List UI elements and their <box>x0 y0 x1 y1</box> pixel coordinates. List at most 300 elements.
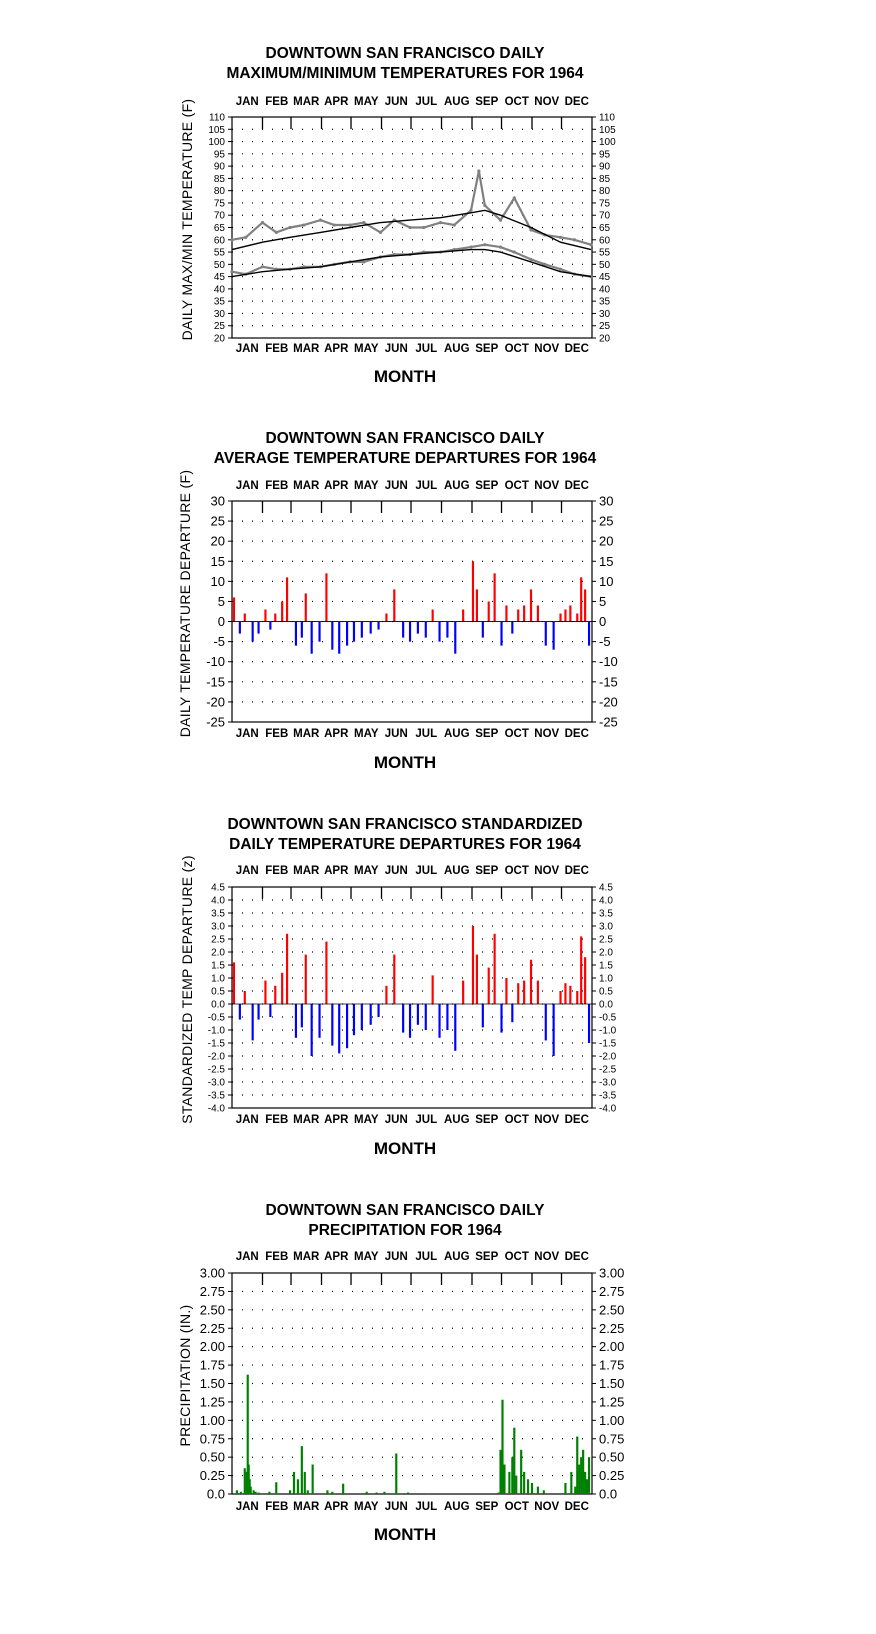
data-bar <box>395 1453 397 1494</box>
y-tick-label: 20 <box>213 333 225 345</box>
data-bar <box>586 1479 588 1494</box>
y-tick-label-right: 80 <box>599 186 611 198</box>
y-tick-label: -3.0 <box>207 1077 225 1089</box>
data-bar <box>569 986 571 1004</box>
y-tick-label-right: 30 <box>599 493 614 509</box>
y-tick-label: 0.5 <box>211 986 225 998</box>
data-bar <box>543 1490 545 1494</box>
month-label-top: OCT <box>504 480 529 492</box>
data-bar <box>494 573 496 621</box>
data-bar <box>311 1004 313 1056</box>
data-bar <box>569 605 571 621</box>
data-bar <box>582 1450 584 1494</box>
y-tick-label: 0.25 <box>199 1468 225 1484</box>
y-tick-label-right: 0.0 <box>599 999 613 1011</box>
month-label-top: MAY <box>354 480 379 492</box>
month-label-bottom: MAY <box>354 1114 379 1126</box>
data-bar <box>476 589 478 621</box>
data-point <box>362 260 365 263</box>
data-bar <box>531 1483 533 1494</box>
data-bar <box>311 622 313 654</box>
month-label-top: MAR <box>293 96 320 108</box>
y-tick-label: 30 <box>213 308 225 320</box>
y-tick-label-right: 1.5 <box>599 960 613 972</box>
y-tick-label: 30 <box>210 493 225 509</box>
y-tick-label-right: -25 <box>599 714 618 730</box>
y-tick-label: 5 <box>217 593 225 609</box>
data-bar <box>264 609 266 621</box>
month-label-top: MAR <box>293 480 320 492</box>
y-tick-label-right: -5 <box>599 634 611 650</box>
data-bar <box>325 942 327 1004</box>
month-label-bottom: AUG <box>443 1114 470 1126</box>
month-label-bottom: MAY <box>354 728 379 740</box>
month-label-top: JUN <box>384 480 408 492</box>
data-bar <box>517 983 519 1004</box>
data-bar <box>325 573 327 621</box>
y-tick-label-right: -3.0 <box>599 1077 617 1089</box>
data-point <box>422 226 425 229</box>
data-point <box>379 231 382 234</box>
month-label-bottom: MAY <box>354 1501 379 1513</box>
data-bar <box>472 926 474 1004</box>
y-tick-label-right: -2.0 <box>599 1051 617 1063</box>
y-tick-label-right: 65 <box>599 223 611 234</box>
y-axis-label: DAILY TEMPERATURE DEPARTURE (F) <box>177 469 193 738</box>
data-bar <box>501 1400 503 1494</box>
y-tick-label: 65 <box>213 223 225 234</box>
data-bar <box>295 1004 297 1038</box>
data-bar <box>346 622 348 646</box>
data-bar <box>353 622 355 642</box>
y-tick-label: 1.75 <box>199 1357 225 1373</box>
y-tick-label: 2.75 <box>199 1283 225 1299</box>
y-tick-label: -15 <box>206 674 225 690</box>
data-point <box>362 221 365 224</box>
data-bar <box>488 968 490 1004</box>
y-tick-label-right: 1.50 <box>599 1376 625 1391</box>
y-tick-label-right: 3.5 <box>599 908 613 920</box>
data-point <box>439 221 442 224</box>
data-bar <box>244 614 246 622</box>
data-bar <box>476 955 478 1004</box>
data-bar <box>318 622 320 642</box>
data-bar <box>240 1492 242 1494</box>
month-label-top: APR <box>324 480 349 492</box>
data-bar <box>580 1457 582 1494</box>
month-label-bottom: JUN <box>384 728 408 740</box>
data-bar <box>409 622 411 642</box>
month-label-top: DEC <box>564 96 589 108</box>
data-point <box>288 226 291 229</box>
month-label-bottom: NOV <box>534 343 560 355</box>
month-label-bottom: JUL <box>415 728 438 740</box>
month-label-top: SEP <box>475 865 499 877</box>
y-tick-label-right: 15 <box>599 553 614 569</box>
data-bar <box>353 1004 355 1035</box>
month-label-top: OCT <box>504 96 529 108</box>
data-point <box>261 221 264 224</box>
data-bar <box>530 589 532 621</box>
data-bar <box>312 1465 314 1494</box>
data-bar <box>257 1004 259 1020</box>
data-bar <box>425 622 427 638</box>
month-label-top: MAY <box>354 1251 379 1263</box>
data-bar <box>564 609 566 621</box>
y-tick-label: 100 <box>208 137 225 149</box>
data-bar <box>305 593 307 621</box>
y-tick-label: 25 <box>213 321 225 333</box>
y-tick-label-right: 5 <box>599 593 607 609</box>
data-bar <box>497 1493 499 1494</box>
data-bar <box>293 1472 295 1494</box>
data-bar <box>318 1004 320 1038</box>
x-axis-label: MONTH <box>373 1525 437 1544</box>
data-bar <box>402 622 404 638</box>
chart-2 <box>177 430 618 772</box>
data-bar <box>252 1004 254 1040</box>
month-label-bottom: NOV <box>534 1114 560 1126</box>
data-bar <box>331 1004 333 1046</box>
data-bar <box>286 577 288 621</box>
data-point <box>469 209 472 212</box>
y-tick-label: -2.0 <box>207 1051 225 1063</box>
month-label-bottom: OCT <box>504 1501 529 1513</box>
data-bar <box>472 561 474 621</box>
chart-title-line: PRECIPITATION FOR 1964 <box>308 1222 502 1239</box>
data-point <box>261 265 264 268</box>
data-bar <box>584 1472 586 1494</box>
data-bar <box>499 1450 501 1494</box>
data-bar <box>274 614 276 622</box>
data-bar <box>289 1490 291 1494</box>
data-bar <box>385 614 387 622</box>
y-tick-label-right: 0.5 <box>599 986 613 998</box>
data-bar <box>338 622 340 654</box>
data-bar <box>239 622 241 634</box>
y-tick-label-right: -3.5 <box>599 1090 617 1102</box>
y-tick-label-right: 105 <box>599 124 616 136</box>
month-label-bottom: NOV <box>534 728 560 740</box>
data-bar <box>331 622 333 650</box>
chart-title-line: DAILY TEMPERATURE DEPARTURES FOR 1964 <box>229 836 581 853</box>
y-tick-label-right: 2.75 <box>599 1283 625 1299</box>
data-bar <box>385 986 387 1004</box>
y-tick-label-right: -2.5 <box>599 1064 617 1076</box>
y-tick-label-right: 40 <box>599 284 611 296</box>
data-bar <box>511 1004 513 1022</box>
month-label-bottom: JUL <box>415 1501 438 1513</box>
data-bar <box>236 1490 238 1494</box>
y-tick-label: 3.0 <box>211 921 225 933</box>
data-bar <box>537 605 539 621</box>
y-tick-label-right: 50 <box>599 259 611 271</box>
month-label-bottom: DEC <box>564 728 589 740</box>
data-bar <box>515 1476 517 1494</box>
data-point <box>244 236 247 239</box>
y-tick-label-right: 0.50 <box>599 1449 625 1465</box>
data-bar <box>517 609 519 621</box>
month-label-bottom: FEB <box>265 1114 289 1126</box>
data-point <box>408 226 411 229</box>
y-tick-label-right: 25 <box>599 321 611 333</box>
data-bar <box>432 975 434 1004</box>
y-tick-label: -10 <box>206 654 225 670</box>
month-label-bottom: JAN <box>235 1114 259 1126</box>
y-tick-label-right: 0.25 <box>599 1468 625 1484</box>
y-tick-label: -4.0 <box>207 1103 225 1115</box>
month-label-bottom: FEB <box>265 343 289 355</box>
y-tick-label-right: 45 <box>599 272 611 284</box>
month-label-top: JAN <box>235 96 259 108</box>
y-tick-label: -2.5 <box>207 1064 225 1076</box>
data-point <box>499 219 502 222</box>
month-label-top: OCT <box>504 865 529 877</box>
data-bar <box>370 1004 372 1025</box>
month-label-bottom: DEC <box>564 343 589 355</box>
data-bar <box>376 1493 378 1494</box>
data-point <box>513 250 516 253</box>
month-label-top: FEB <box>265 480 289 492</box>
data-bar <box>275 1482 277 1494</box>
y-tick-label-right: 20 <box>599 333 611 345</box>
data-bar <box>576 1437 578 1494</box>
month-label-bottom: JUL <box>415 1114 438 1126</box>
data-bar <box>580 936 582 1004</box>
data-bar <box>545 1004 547 1040</box>
data-bar <box>393 955 395 1004</box>
y-tick-label: -1.5 <box>207 1038 225 1050</box>
month-label-bottom: AUG <box>443 728 470 740</box>
data-point <box>477 169 480 172</box>
data-point <box>483 243 486 246</box>
y-tick-label-right: 95 <box>599 149 611 161</box>
data-bar <box>488 601 490 621</box>
data-bar <box>281 601 283 621</box>
data-point <box>333 223 336 226</box>
data-bar <box>576 991 578 1004</box>
data-point <box>499 246 502 249</box>
y-tick-label: 55 <box>213 247 225 259</box>
month-label-bottom: APR <box>324 728 349 740</box>
data-bar <box>530 960 532 1004</box>
y-tick-label: 1.25 <box>199 1394 225 1410</box>
data-bar <box>257 1493 259 1494</box>
month-label-bottom: APR <box>324 343 349 355</box>
data-bar <box>252 622 254 642</box>
y-tick-label: 0 <box>217 614 225 630</box>
data-bar <box>297 1479 299 1494</box>
y-tick-label-right: 75 <box>599 198 611 210</box>
data-bar <box>513 1428 515 1494</box>
data-bar <box>432 609 434 621</box>
y-tick-label-right: 2.5 <box>599 934 613 946</box>
y-tick-label: 3.5 <box>211 908 225 920</box>
y-tick-label: 4.5 <box>211 882 225 894</box>
y-tick-label-right: -10 <box>599 654 618 670</box>
month-label-bottom: DEC <box>564 1114 589 1126</box>
y-tick-label-right: 1.0 <box>599 973 613 985</box>
y-tick-label: 15 <box>210 553 225 569</box>
data-bar <box>574 1487 576 1494</box>
month-label-top: SEP <box>475 96 499 108</box>
month-label-top: FEB <box>265 1251 289 1263</box>
month-label-top: SEP <box>475 480 499 492</box>
y-tick-label: 75 <box>213 198 225 210</box>
month-label-bottom: SEP <box>475 728 499 740</box>
data-bar <box>584 589 586 621</box>
y-tick-label-right: 100 <box>599 137 616 149</box>
data-bar <box>377 622 379 630</box>
month-label-bottom: FEB <box>265 728 289 740</box>
data-bar <box>370 622 372 634</box>
data-bar <box>580 577 582 621</box>
data-bar <box>425 1004 427 1030</box>
data-bar <box>274 986 276 1004</box>
month-label-top: DEC <box>564 480 589 492</box>
data-point <box>559 268 562 271</box>
data-bar <box>500 622 502 646</box>
data-bar <box>286 934 288 1004</box>
month-label-bottom: AUG <box>443 343 470 355</box>
month-label-top: NOV <box>534 1251 560 1263</box>
data-point <box>348 223 351 226</box>
y-tick-label-right: 2.25 <box>599 1320 625 1336</box>
y-tick-label: -5 <box>213 634 225 650</box>
data-bar <box>454 1004 456 1051</box>
month-label-top: DEC <box>564 865 589 877</box>
y-tick-label: 35 <box>213 296 225 308</box>
data-point <box>275 231 278 234</box>
month-label-top: OCT <box>504 1251 529 1263</box>
month-label-top: MAR <box>293 865 320 877</box>
y-tick-label: 2.00 <box>199 1339 225 1355</box>
month-label-bottom: JAN <box>235 728 259 740</box>
month-label-top: MAY <box>354 865 379 877</box>
data-bar <box>305 955 307 1004</box>
month-label-top: JUL <box>415 480 438 492</box>
data-bar <box>588 1457 590 1494</box>
month-label-bottom: MAR <box>293 343 320 355</box>
data-bar <box>307 1490 309 1494</box>
y-tick-label-right: 35 <box>599 296 611 308</box>
data-bar <box>301 1004 303 1027</box>
y-axis-label: STANDARDIZED TEMP DEPARTURE (z) <box>179 855 195 1124</box>
data-bar <box>361 622 363 638</box>
data-bar <box>295 622 297 646</box>
data-bar <box>407 1493 409 1494</box>
data-bar <box>253 1490 255 1494</box>
y-axis-label: DAILY MAX/MIN TEMPERATURE (F) <box>179 98 195 341</box>
data-bar <box>268 1492 270 1494</box>
y-tick-label: -20 <box>206 694 225 710</box>
data-bar <box>588 1004 590 1043</box>
month-label-top: MAY <box>354 96 379 108</box>
month-label-bottom: OCT <box>504 1114 529 1126</box>
month-label-top: JAN <box>235 865 259 877</box>
data-bar <box>438 622 440 642</box>
data-bar <box>304 1472 306 1494</box>
data-point <box>230 238 233 241</box>
month-label-bottom: JUN <box>384 1114 408 1126</box>
month-label-bottom: SEP <box>475 343 499 355</box>
month-label-top: NOV <box>534 480 560 492</box>
data-bar <box>264 981 266 1004</box>
month-label-bottom: AUG <box>443 1501 470 1513</box>
month-label-bottom: SEP <box>475 1501 499 1513</box>
y-tick-label: 0.0 <box>206 1486 225 1502</box>
data-bar <box>239 1004 241 1020</box>
data-point <box>483 204 486 207</box>
data-point <box>529 258 532 261</box>
data-bar <box>537 1487 539 1494</box>
data-bar <box>301 622 303 638</box>
data-bar <box>361 1004 363 1030</box>
data-bar <box>417 1004 419 1025</box>
data-bar <box>578 1465 580 1494</box>
data-bar <box>511 1457 513 1494</box>
y-tick-label-right: 3.00 <box>599 1265 625 1281</box>
month-label-bottom: JAN <box>235 343 259 355</box>
data-bar <box>559 614 561 622</box>
y-tick-label-right: 25 <box>599 513 614 529</box>
y-tick-label-right: 2.50 <box>599 1302 625 1318</box>
y-tick-label-right: 30 <box>599 308 611 320</box>
data-bar <box>402 1004 404 1033</box>
month-label-top: JUN <box>384 865 408 877</box>
month-label-top: NOV <box>534 96 560 108</box>
y-tick-label-right: 4.0 <box>599 895 613 907</box>
y-tick-label: 1.50 <box>199 1376 225 1391</box>
month-label-bottom: MAR <box>293 1501 320 1513</box>
y-tick-label-right: 110 <box>599 112 615 124</box>
y-tick-label-right: 0.0 <box>599 1486 618 1502</box>
data-bar <box>331 1492 333 1494</box>
chart-title-line: DOWNTOWN SAN FRANCISCO DAILY <box>265 45 545 62</box>
data-bar <box>244 1468 246 1494</box>
data-bar <box>553 1004 555 1056</box>
month-label-top: APR <box>324 865 349 877</box>
month-label-bottom: JUN <box>384 1501 408 1513</box>
data-bar <box>523 981 525 1004</box>
y-tick-label: -0.5 <box>207 1012 225 1024</box>
data-point <box>589 243 592 246</box>
data-point <box>513 196 516 199</box>
data-point <box>559 236 562 239</box>
month-label-top: FEB <box>265 865 289 877</box>
month-label-top: SEP <box>475 1251 499 1263</box>
y-tick-label-right: 85 <box>599 173 611 185</box>
data-bar <box>233 962 235 1004</box>
data-bar <box>250 1487 252 1494</box>
y-tick-label-right: 70 <box>599 210 611 222</box>
y-tick-label: 10 <box>210 573 225 589</box>
y-tick-label-right: 0.75 <box>599 1431 625 1447</box>
data-bar <box>537 981 539 1004</box>
data-bar <box>393 589 395 621</box>
y-tick-label: 90 <box>213 161 225 173</box>
y-tick-label-right: -20 <box>599 694 618 710</box>
month-label-bottom: OCT <box>504 343 529 355</box>
y-tick-label: 40 <box>213 284 225 296</box>
month-label-top: AUG <box>443 480 470 492</box>
y-tick-label: 1.0 <box>211 973 225 985</box>
data-point <box>319 219 322 222</box>
month-label-bottom: APR <box>324 1114 349 1126</box>
data-bar <box>545 622 547 646</box>
data-bar <box>520 1450 522 1494</box>
data-bar <box>570 1472 572 1494</box>
